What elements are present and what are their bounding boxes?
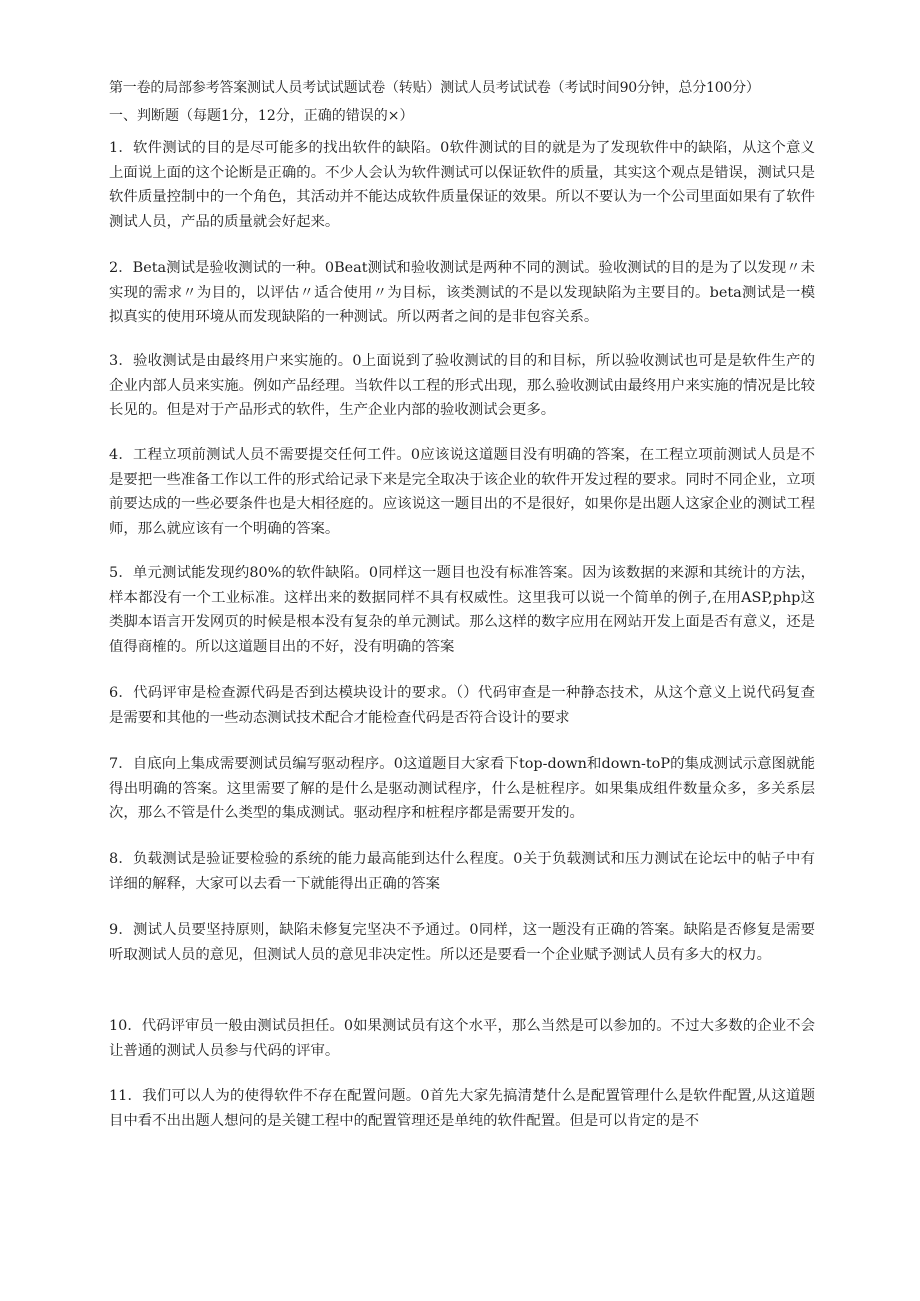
question-item: 10．代码评审员一般由测试员担任。0如果测试员有这个水平，那么当然是可以参加的。不过大多数的企业不会让普通的测试人员参与代码的评审。 — [109, 1018, 815, 1059]
document-title: 第一卷的局部参考答案测试人员考试试题试卷（转贴）测试人员考试试卷（考试时间90分钟，总分100分） — [109, 80, 760, 96]
question-item: 2．Beta测试是验收测试的一种。0Beat测试和验收测试是两种不同的测试。验收测试的目的是为了以发现〃未实现的需求〃为目的，以评估〃适合使用〃为目标，该类测试的不是以发现缺陷为主要目的。beta测试是一模拟真实的使用环境从而发现缺陷的一种测试。所以两者之间的是非包容关系。 — [109, 260, 815, 325]
question-item: 7．自底向上集成需要测试员编写驱动程序。0这道题目大家看下top-down和down-toP的集成测试示意图就能得出明确的答案。这里需要了解的是什么是驱动测试程序，什么是桩程序。如果集成组件数量众多，多关系层次，那么不管是什么类型的集成测试。驱动程序和桩程序都是需要开发的。 — [109, 756, 815, 821]
section-heading: 一、判断题（每题1分，12分，正确的错误的×） — [109, 108, 414, 124]
question-item: 8．负载测试是验证要检验的系统的能力最高能到达什么程度。0关于负载测试和压力测试在论坛中的帖子中有详细的解释，大家可以去看一下就能得出正确的答案 — [109, 851, 815, 892]
question-item: 4．工程立项前测试人员不需要提交任何工件。0应该说这道题目没有明确的答案，在工程立项前测试人员是不是要把一些准备工作以工件的形式给记录下来是完全取决于该企业的软件开发过程的要求。同时不同企业，立项前要达成的一些必要条件也是大相径庭的。应该说这一题目出的不是很好，如果你是出题人这家企业的测试工程师，那么就应该有一个明确的答案。 — [109, 447, 815, 537]
question-item: 6．代码评审是检查源代码是否到达模块设计的要求。（）代码审查是一种静态技术，从这个意义上说代码复查是需要和其他的一些动态测试技术配合才能检查代码是否符合设计的要求 — [109, 685, 815, 726]
question-item: 11．我们可以人为的使得软件不存在配置问题。0首先大家先搞清楚什么是配置管理什么是软件配置,从这道题目中看不出出题人想问的是关键工程中的配置管理还是单纯的软件配置。但是可以肯定的是不 — [109, 1088, 815, 1129]
question-item: 9．测试人员要坚持原则，缺陷未修复完坚决不予通过。0同样，这一题没有正确的答案。缺陷是否修复是需要听取测试人员的意见，但测试人员的意见非决定性。所以还是要看一个企业赋予测试人员有多大的权力。 — [109, 922, 815, 963]
question-item: 1．软件测试的目的是尽可能多的找出软件的缺陷。0软件测试的目的就是为了发现软件中的缺陷，从这个意义上面说上面的这个论断是正确的。不少人会认为软件测试可以保证软件的质量，其实这个观点是错误，测试只是软件质量控制中的一个角色，其活动并不能达成软件质量保证的效果。所以不要认为一个公司里面如果有了软件测试人员，产品的质量就会好起来。 — [109, 140, 815, 230]
question-item: 3．验收测试是由最终用户来实施的。0上面说到了验收测试的目的和目标，所以验收测试也可是是软件生产的企业内部人员来实施。例如产品经理。当软件以工程的形式出现，那么验收测试由最终用户来实施的情况是比较长见的。但是对于产品形式的软件，生产企业内部的验收测试会更多。 — [109, 353, 815, 418]
question-item: 5．单元测试能发现约80%的软件缺陷。0同样这一题目也没有标准答案。因为该数据的来源和其统计的方法，样本都没有一个工业标准。这样出来的数据同样不具有权威性。这里我可以说一个简单的例子,在用ASP,php这类脚本语言开发网页的时候是根本没有复杂的单元测试。那么这样的数字应用在网站开发上面是否有意义，还是值得商榷的。所以这道题目出的不好，没有明确的答案 — [109, 565, 815, 655]
